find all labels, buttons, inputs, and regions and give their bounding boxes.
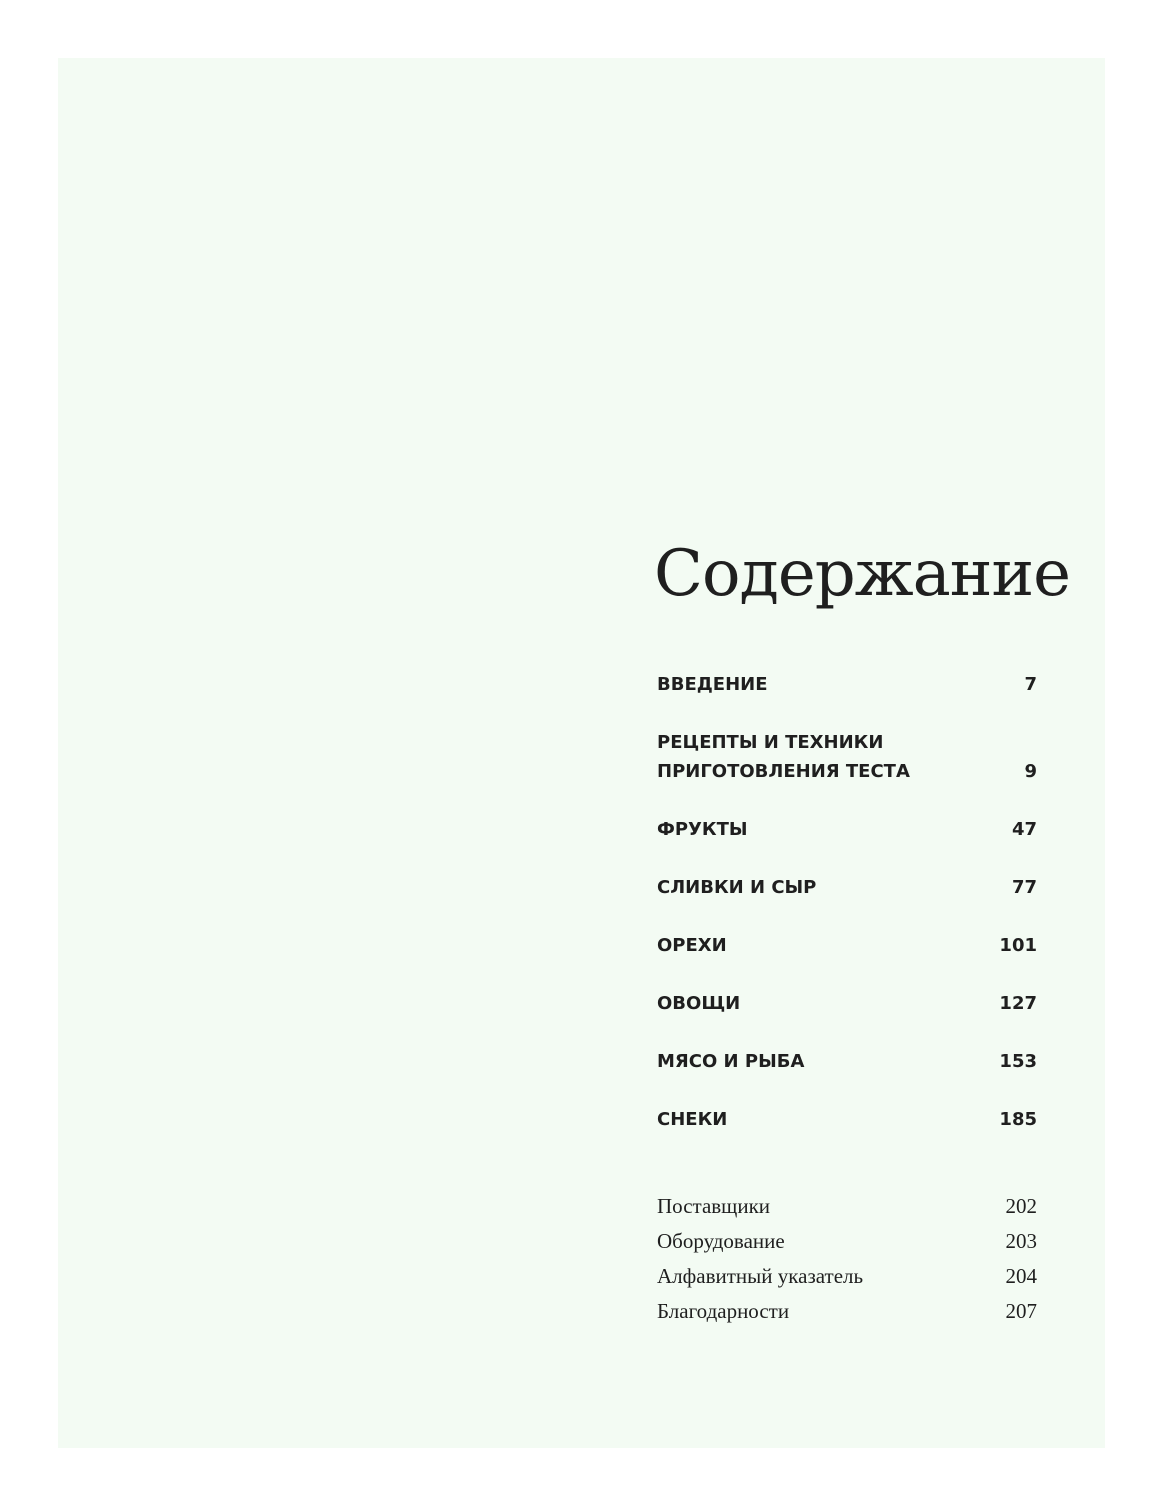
chapter-list <box>657 670 1037 1134</box>
toc-entry-vegetables[interactable] <box>657 989 1037 1018</box>
table-of-contents <box>654 528 1070 1329</box>
toc-entry-fruits[interactable] <box>657 815 1037 844</box>
toc-entry-page: 47 <box>1011 819 1037 840</box>
toc-entry-page: 127 <box>999 993 1037 1014</box>
toc-entry-label: СНЕКИ <box>657 1109 728 1130</box>
toc-entry-meat-and-fish[interactable] <box>657 1047 1037 1076</box>
toc-entry-label: Поставщики <box>657 1194 771 1218</box>
book-page <box>58 58 1105 1448</box>
toc-entry-page: 204 <box>1005 1264 1037 1288</box>
toc-entry-label: СЛИВКИ И СЫР <box>657 877 817 898</box>
toc-entry-label: Алфавитный указатель <box>657 1264 864 1288</box>
page-title: Содержание <box>654 537 1070 611</box>
toc-entry-equipment[interactable] <box>657 1224 1037 1259</box>
toc-entry-introduction[interactable] <box>657 670 1037 699</box>
toc-entry-label: ОРЕХИ <box>657 935 727 956</box>
toc-entry-nuts[interactable] <box>657 931 1037 960</box>
toc-entry-label: РЕЦЕПТЫ И ТЕХНИКИ ПРИГОТОВЛЕНИЯ ТЕСТА <box>657 732 910 782</box>
toc-entry-suppliers[interactable] <box>657 1189 1037 1224</box>
toc-entry-page: 207 <box>1005 1299 1037 1323</box>
toc-entry-page: 185 <box>999 1109 1037 1130</box>
toc-entry-page: 153 <box>999 1051 1037 1072</box>
toc-entry-page: 77 <box>1011 877 1037 898</box>
toc-entry-label: Благодарности <box>657 1299 790 1323</box>
toc-entry-label: Оборудование <box>657 1229 785 1253</box>
toc-entry-label: МЯСО И РЫБА <box>657 1051 805 1072</box>
toc-entry-cream-and-cheese[interactable] <box>657 873 1037 902</box>
toc-entry-snacks[interactable] <box>657 1105 1037 1134</box>
toc-entry-acknowledgements[interactable] <box>657 1294 1037 1329</box>
appendix-list <box>657 1189 1037 1329</box>
toc-entry-page: 101 <box>999 935 1037 956</box>
toc-entry-page: 7 <box>1024 674 1037 695</box>
toc-entry-page: 203 <box>1005 1229 1037 1253</box>
toc-entry-index[interactable] <box>657 1259 1037 1294</box>
toc-entry-page: 202 <box>1005 1194 1037 1218</box>
toc-entry-label: ОВОЩИ <box>657 993 741 1014</box>
toc-entry-page: 9 <box>1024 761 1037 782</box>
toc-entry-label: ВВЕДЕНИЕ <box>657 674 768 695</box>
toc-entry-dough-recipes[interactable] <box>657 728 1037 786</box>
toc-entry-label: ФРУКТЫ <box>657 819 748 840</box>
